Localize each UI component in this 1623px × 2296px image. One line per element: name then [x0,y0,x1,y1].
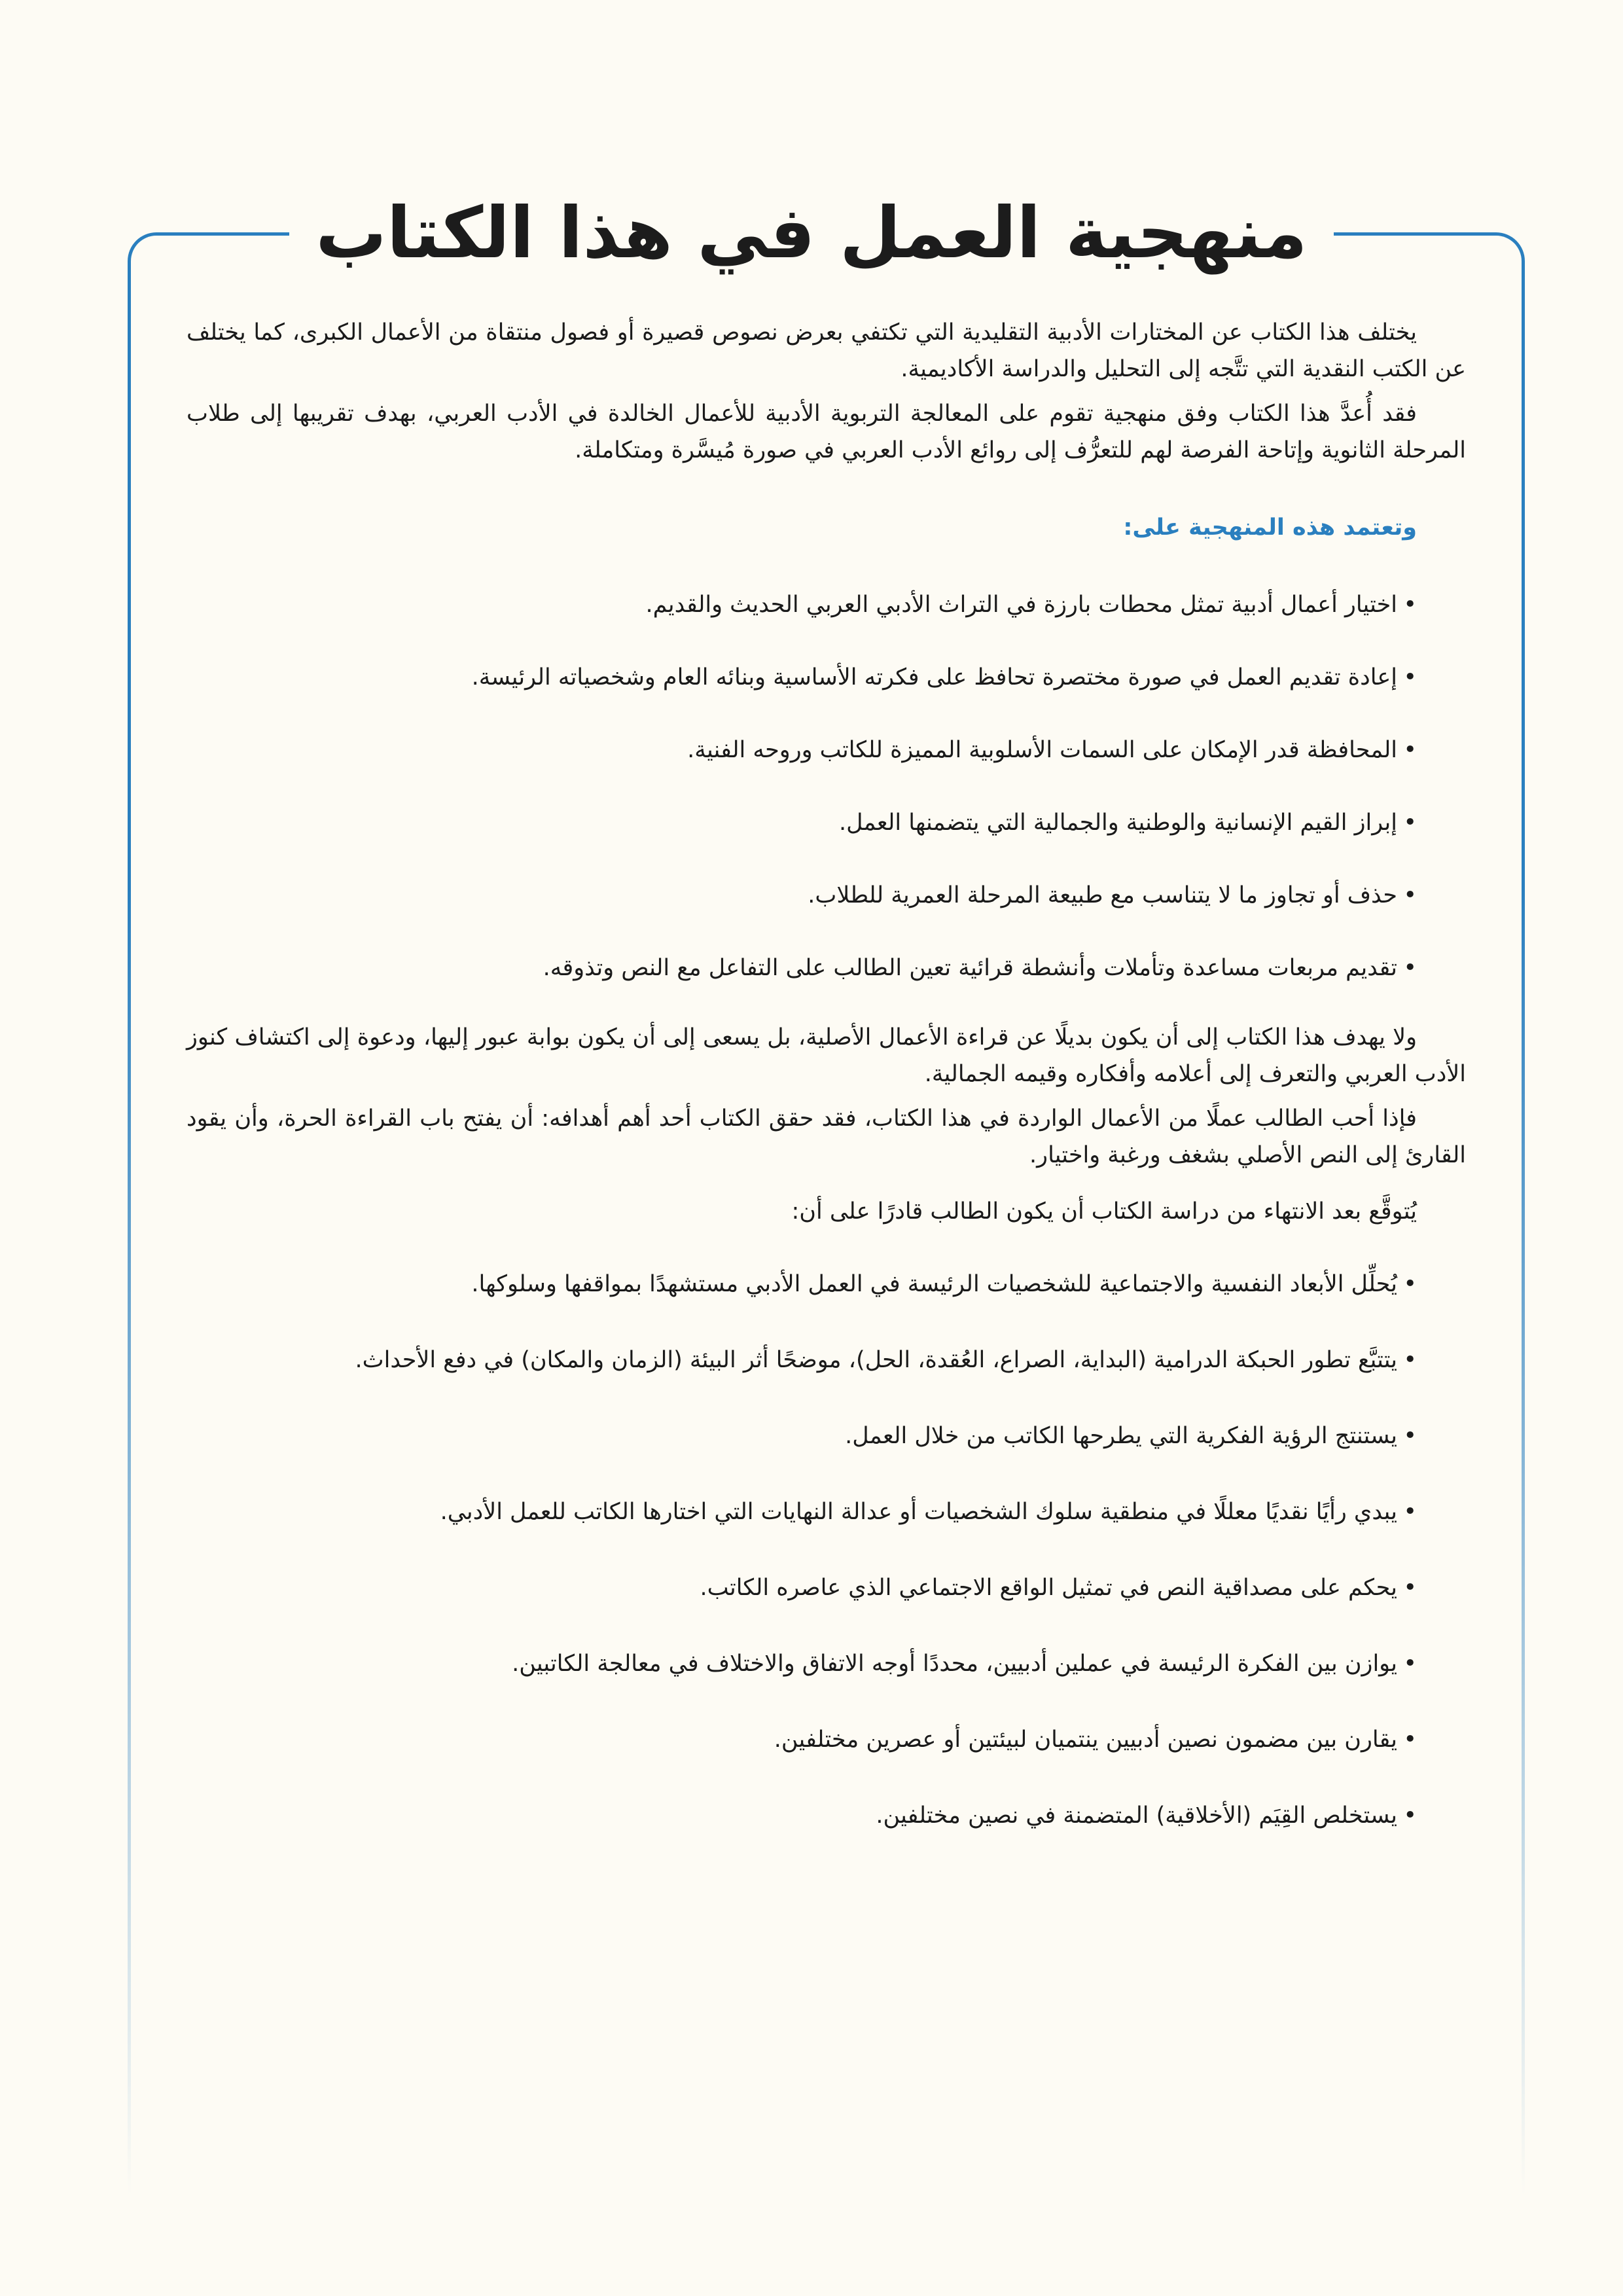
outcome-item: • يحكم على مصداقية النص في تمثيل الواقع الاجتماعي الذي عاصره الكاتب. [187,1570,1417,1606]
outcome-item: • يُحلِّل الأبعاد النفسية والاجتماعية للشخصيات الرئيسة في العمل الأدبي مستشهدًا بمواقفها وسلوكها. [187,1266,1417,1302]
outcome-item: • يوازن بين الفكرة الرئيسة في عملين أدبيين، محددًا أوجه الاتفاق والاختلاف في معالجة الكاتبين. [187,1645,1417,1682]
method-item: • تقديم مربعات مساعدة وتأملات وأنشطة قرائية تعين الطالب على التفاعل مع النص وتذوقه. [187,950,1417,986]
closing-paragraph-2: فإذا أحب الطالب عملًا من الأعمال الواردة في هذا الكتاب، فقد حقق الكتاب أحد أهم أهدافه: أن يفتح باب القراءة الحرة، وأن يقود القارئ إلى النص الأصلي بشغف ورغبة واختيار. [187,1105,1466,1168]
method-item: • المحافظة قدر الإمكان على السمات الأسلوبية المميزة للكاتب وروحه الفنية. [187,732,1417,768]
method-item: • إبراز القيم الإنسانية والوطنية والجمالية التي يتضمنها العمل. [187,804,1417,841]
method-heading: وتعتمد هذه المنهجية على: [1123,514,1417,541]
intro-paragraph-2: فقد أُعدَّ هذا الكتاب وفق منهجية تقوم على المعالجة التربوية الأدبية للأعمال الخالدة في الأدب العربي، بهدف تقريبها إلى طلاب المرحلة الثانوية وإتاحة الفرصة لهم للتعرُّف إلى روائع الأدب العربي في صورة مُيسَّرة ومتكاملة. [187,401,1466,463]
method-item: • إعادة تقديم العمل في صورة مختصرة تحافظ على فكرته الأساسية وبنائه العام وشخصياته الرئيسة. [187,659,1417,696]
title-wrap [0,178,1623,289]
intro-paragraph-1: يختلف هذا الكتاب عن المختارات الأدبية التقليدية التي تكتفي بعرض نصوص قصيرة أو فصول منتقاة من الأعمال الكبرى، كما يختلف عن الكتب النقدية التي تتَّجه إلى التحليل والدراسة الأكاديمية. [187,319,1466,382]
main-content [187,314,1466,1873]
outcome-item: • يقارن بين مضمون نصين أدبيين ينتميان لبيئتين أو عصرين مختلفين. [187,1721,1417,1758]
closing-paragraph-1: ولا يهدف هذا الكتاب إلى أن يكون بديلًا عن قراءة الأعمال الأصلية، بل يسعى إلى أن يكون بوابة عبور إليها، ودعوة إلى اكتشاف كنوز الأدب العربي والتعرف إلى أعلامه وأفكاره وقيمه الجمالية. [187,1024,1466,1087]
method-item: • اختيار أعمال أدبية تمثل محطات بارزة في التراث الأدبي العربي الحديث والقديم. [187,586,1417,623]
outcome-item: • يبدي رأيًا نقديًا معللًا في منطقية سلوك الشخصيات أو عدالة النهايات التي اختارها الكاتب للعمل الأدبي. [187,1494,1417,1530]
outcome-item: • يستخلص القِيَم (الأخلاقية) المتضمنة في نصين مختلفين. [187,1797,1417,1834]
method-list [187,586,1466,986]
outcome-item: • يتتبَّع تطور الحبكة الدرامية (البداية، الصراع، العُقدة، الحل)، موضحًا أثر البيئة (الزمان والمكان) في دفع الأحداث. [187,1342,1417,1378]
outcome-item: • يستنتج الرؤية الفكرية التي يطرحها الكاتب من خلال العمل. [187,1418,1417,1454]
outcomes-list [187,1266,1466,1834]
page-title: منهجية العمل في هذا الكتاب [289,178,1333,289]
method-item: • حذف أو تجاوز ما لا يتناسب مع طبيعة المرحلة العمرية للطلاب. [187,877,1417,914]
outcomes-intro: يُتوقَّع بعد الانتهاء من دراسة الكتاب أن يكون الطالب قادرًا على أن: [791,1198,1417,1225]
